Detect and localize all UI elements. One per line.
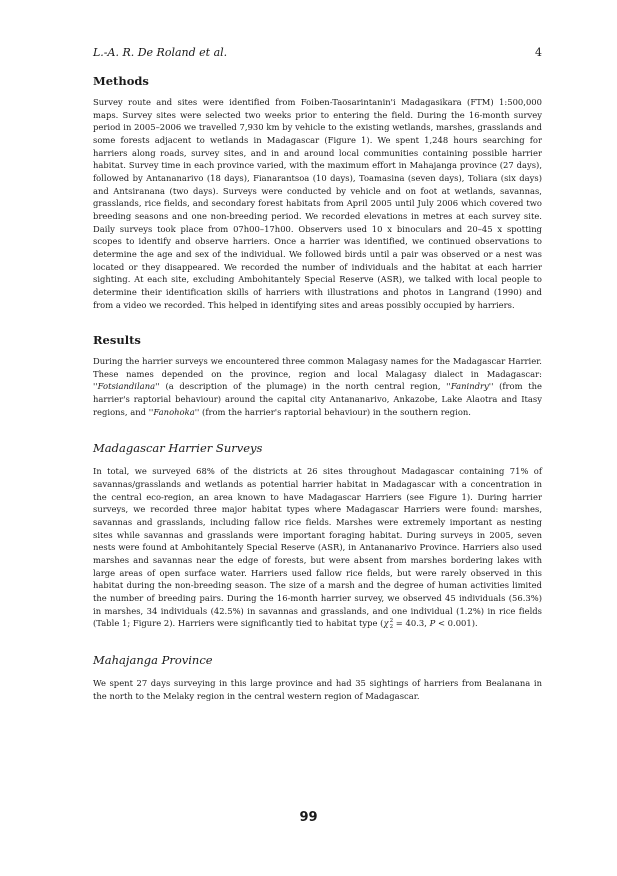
malagasy-name-fanindry: ''Fanindry'' <box>446 381 494 392</box>
running-head-page-number: 4 <box>535 46 542 59</box>
surveys-paragraph <box>93 465 542 630</box>
mahajanga-heading: Mahajanga Province <box>93 652 213 667</box>
surveys-heading: Madagascar Harrier Surveys <box>93 441 263 456</box>
surveys-text: In total, we surveyed 68% of the districts at 26 sites throughout Madagascar containing 71% of savannas/grasslands and wetlands as potential harrier habitat in Madagascar with a concentration in the central eco-region, an area known to have Madagascar Harriers (see Figure 1). During harrier surveys, we recorded three major habitat types where Madagascar Harriers were found: marshes, savannas and grasslands, including fallow rice fields. Marshes were extremely important as nesting sites while savannas and grasslands were important foraging habitat. During surveys in 2005, seven nests were found at Ambohitantely Special Reserve (ASR), in Antananarivo Province. Harriers also used marshes and savannas near the edge of forests, but were absent from marshes bordering lakes with large areas of open surface water. Harriers used fallow rice fields, but were rarely observed in this habitat during the non-breeding season. The size of a marsh and the degree of human activities limited the number of breeding pairs. During the 16-month harrier survey, we observed 45 individuals (56.3%) in marshes, 34 individuals (42.5%) in savannas and grasslands, and one individual (1.2%) in rice fields (Table 1; Figure 2). Harriers were significantly tied to habitat type ( <box>93 466 542 629</box>
folio-page-number: 99 <box>299 810 318 825</box>
malagasy-name-fanohoka: ''Fanohoka'' <box>148 406 200 417</box>
chi-subscript: 2 <box>389 623 394 630</box>
running-head-authors: L.-A. R. De Roland et al. <box>93 46 228 59</box>
malagasy-name-fotsiandilana: ''Fotsiandilana'' <box>93 381 160 392</box>
running-head <box>93 46 542 62</box>
stat-end: < 0.001). <box>435 618 478 629</box>
surveys-subsection <box>93 441 542 630</box>
results-intro-paragraph <box>93 355 542 418</box>
results-heading: Results <box>93 333 141 348</box>
results-intro-text-2: (a description of the plumage) in the north central region, <box>159 381 447 392</box>
chi-symbol: χ <box>383 618 389 629</box>
results-intro-text-4: (from the harrier's raptorial behaviour) in the southern region. <box>199 406 471 417</box>
article-body <box>93 74 542 702</box>
results-intro-text-1: During the harrier surveys we encountered three common Malagasy names for the Madagascar Harrier. These names depended on the province, region and local Malagasy dialect in Madagascar: <box>93 356 542 379</box>
mahajanga-subsection <box>93 653 542 702</box>
methods-paragraph: Survey route and sites were identified from Foiben-Taosarintanin'i Madagasikara (FTM) 1:500,000 maps. Survey sites were selected two weeks prior to entering the field. During the 16-month survey period in 2005–2006 we travelled 7,930 km by vehicle to the existing wetlands, marshes, grasslands and some forests adjacent to wetlands in Madagascar (Figure 1). We spent 1,248 hours searching for harriers along roads, survey sites, and in and around local communities containing possible harrier habitat. Survey time in each province varied, with the maximum effort in Mahajanga province (27 days), followed by Antananarivo (18 days), Fianarantsoa (10 days), Toamasina (seven days), Toliara (six days) and Antsiranana (two days). Surveys were conducted by vehicle and on foot at wetlands, savannas, grasslands, rice fields, and secondary forest habitats from April 2005 until July 2006 which covered two breeding seasons and one non-breeding period. We recorded elevations in metres at each survey site. Daily surveys took place from 07h00–17h00. Observers used 10 x binoculars and 20–45 x spotting scopes to identify and observe harriers. Once a harrier was identified, we continued observations to determine the age and sex of the individual. We followed birds until a pair was observed or a nest was located or they disappeared. We recorded the number of individuals and the habitat at each harrier sighting. At each site, excluding Ambohitantely Special Reserve (ASR), we talked with local people to determine their identification skills of harriers with illustrations and photos in Langrand (1990) and from a video we recorded. This helped in identifying sites and areas possibly occupied by harriers. <box>93 97 542 310</box>
chi-superscript: 2 <box>389 617 394 624</box>
results-section <box>93 333 542 702</box>
results-intro-text-3: (from the harrier's raptorial behaviour) around the capital city Antananarivo, Ankazobe, Lake Alaotra and Itasy regions, and <box>93 381 542 417</box>
methods-heading: Methods <box>93 74 149 88</box>
stat-middle: = 40.3, <box>393 618 430 629</box>
mahajanga-paragraph: We spent 27 days surveying in this large province and had 35 sightings of harriers from Bealanana in the north to the Melaky region in the central western region of Madagascar. <box>93 677 542 701</box>
methods-section <box>93 74 542 311</box>
p-letter: P <box>429 618 436 629</box>
